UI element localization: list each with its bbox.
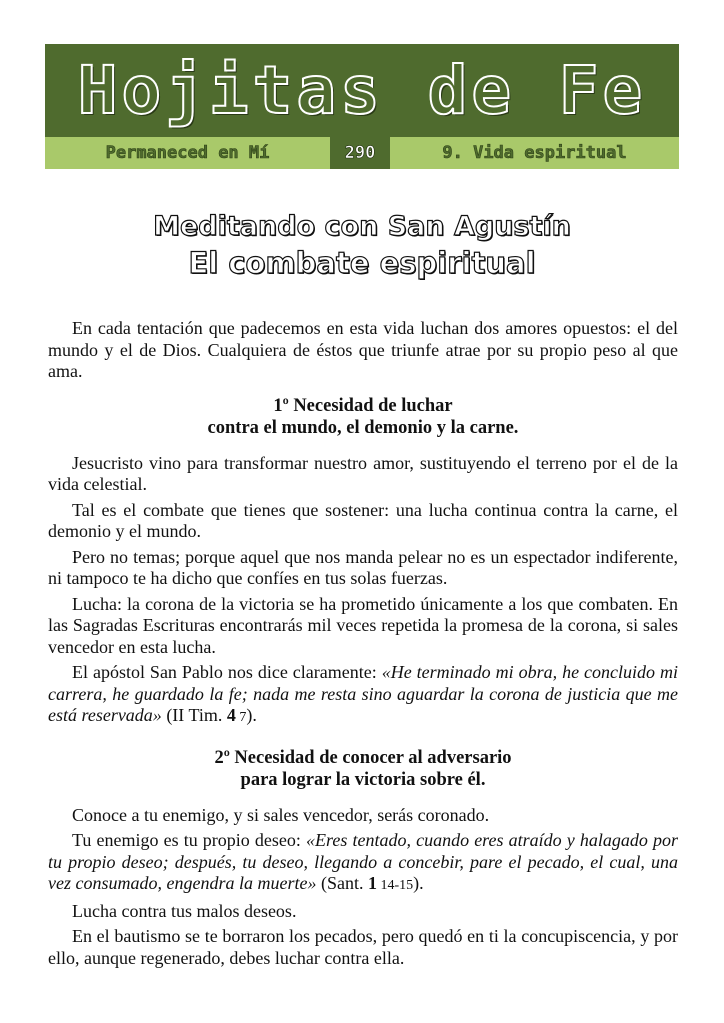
scripture-quote: «He terminado mi obra, he concluido mi carrera, he guardado la fe; nada me resta sino aguardar la corona de justicia que me está reservada» — [48, 662, 678, 725]
publication-title: Hojitas de Fe — [77, 51, 647, 129]
article-body — [48, 318, 678, 973]
section-name: 9. Vida espiritual — [442, 143, 627, 163]
section-1-heading-line-1: 1º Necesidad de luchar — [273, 395, 453, 416]
section-1-heading-line-2: contra el mundo, el demonio y la carne. — [207, 417, 519, 438]
paragraph-with-quote — [48, 830, 678, 897]
paragraph-text: El apóstol San Pablo nos dice claramente: — [72, 662, 382, 682]
series-name: Permaneced en Mí — [105, 143, 270, 163]
issue-number: 290 — [330, 137, 390, 169]
masthead — [45, 44, 679, 169]
reference-end: ). — [413, 873, 424, 893]
section-2-heading — [48, 747, 678, 791]
paragraph: Jesucristo vino para transformar nuestro amor, sustituyendo el terreno por el de la vida celestial. — [48, 452, 678, 494]
masthead-subtitle-bar — [45, 137, 679, 169]
intro-paragraph: En cada tentación que padecemos en esta vida luchan dos amores opuestos: el del mundo y el de Dios. Cualquiera de éstos que triunfe atrae por su propio peso al que ama. — [48, 318, 678, 381]
reference-chapter: 1 — [367, 873, 377, 893]
reference-end: ). — [246, 705, 257, 725]
paragraph-with-quote — [48, 662, 678, 729]
reference-book: (Sant. — [316, 873, 368, 893]
paragraph: Pero no temas; porque aquel que nos manda pelear no es un espectador indiferente, ni tampoco te ha dicho que confíes en tus solas fuerzas. — [48, 546, 678, 588]
reference-verse: 14-15 — [376, 878, 414, 893]
headline-line-2: El combate espiritual — [188, 246, 536, 280]
headline-line-1: Meditando con San Agustín — [153, 211, 571, 242]
paragraph: Conoce a tu enemigo, y si sales vencedor, serás coronado. — [72, 804, 490, 825]
reference-verse: 7 — [235, 710, 247, 725]
section-2-heading-line-2: para lograr la victoria sobre él. — [240, 769, 486, 790]
paragraph: Lucha contra tus malos deseos. — [72, 900, 297, 921]
paragraph: En el bautismo se te borraron los pecados, pero quedó en ti la concupiscencia, y por ello, aunque regenerado, debes luchar contra ella. — [48, 926, 678, 968]
section-1-heading — [48, 395, 678, 439]
paragraph-text: Tu enemigo es tu propio deseo: — [72, 830, 307, 850]
paragraph: Lucha: la corona de la victoria se ha prometido únicamente a los que combaten. En las Sagradas Escrituras encontrarás mil veces repetida la promesa de la corona, si sales vencedor en esta lucha. — [48, 593, 678, 657]
paragraph: Tal es el combate que tienes que sostener: una lucha continua contra la carne, el demonio y el mundo. — [48, 499, 678, 541]
section-2-heading-line-1: 2º Necesidad de conocer al adversario — [214, 747, 512, 768]
masthead-title-bar — [45, 44, 679, 137]
reference-book: (II Tim. — [161, 705, 227, 725]
reference-chapter: 4 — [226, 705, 236, 725]
article-headline — [45, 210, 679, 282]
scripture-quote: «Eres tentado, cuando eres atraído y halagado por tu propio deseo; después, tu deseo, llegando a concebir, pare el pecado, el cual, una vez consumado, engendra la muerte» — [48, 830, 678, 893]
